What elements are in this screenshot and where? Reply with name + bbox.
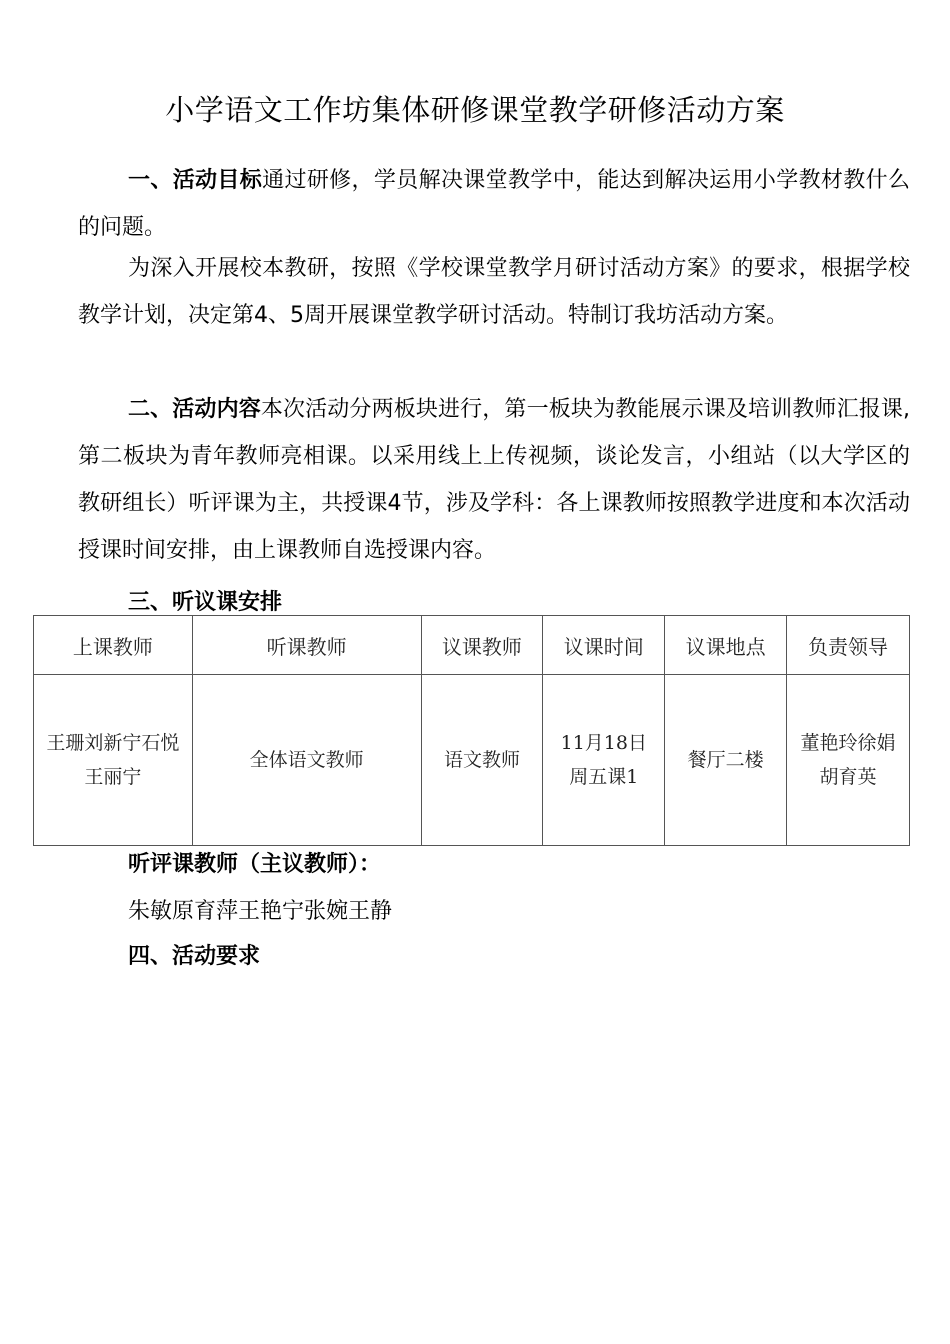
- cell-location: 餐厅二楼: [665, 675, 787, 846]
- document-title: 小学语文工作坊集体研修课堂教学研修活动方案: [165, 93, 785, 127]
- time-line-2: 周五课1: [569, 766, 639, 788]
- section-2-text: 本次活动分两板块进行，第一板块为教能展示课及培训教师汇报课,第二板块为青年教师亮相课。以采用线上上传视频，谈论发言，小组站（以大学区的教研组长）听评课为主，共授课4节，涉及学科：各上课教师按照教学进度和本次活动授课时间安排，由上课教师自选授课内容。: [78, 397, 910, 563]
- header-cell: 议课地点: [665, 616, 787, 675]
- header-cell: 听课教师: [192, 616, 421, 675]
- paragraph-2: 为深入开展校本教研，按照《学校课堂教学月研讨活动方案》的要求，根据学校教学计划，决定第4、5周开展课堂教学研讨活动。特制订我坊活动方案。: [78, 256, 910, 328]
- section-1-paragraph: [78, 157, 910, 251]
- table-header-row: [34, 616, 910, 675]
- section-4-heading: 四、活动要求: [128, 944, 261, 969]
- header-cell: 上课教师: [34, 616, 193, 675]
- leaders-line-2: 胡育英: [819, 766, 877, 788]
- cell-teachers: [34, 675, 193, 846]
- cell-leaders: [787, 675, 910, 846]
- reviewers-names: 朱敏原育萍王艳宁张婉王静: [128, 899, 393, 924]
- cell-time: [543, 675, 665, 846]
- time-line-1: 11月18日: [560, 732, 647, 754]
- header-cell: 负责领导: [787, 616, 910, 675]
- section-1-text: 通过研修，学员解决课堂教学中，能达到解决运用小学教材教什么的问题。: [78, 168, 910, 240]
- teachers-line-2: 王丽宁: [84, 766, 142, 788]
- cell-listeners: 全体语文教师: [192, 675, 421, 846]
- section-1-heading: 一、活动目标: [128, 168, 263, 193]
- header-cell: 议课时间: [543, 616, 665, 675]
- cell-discussants: 语文教师: [421, 675, 543, 846]
- reviewers-label: 听评课教师（主议教师）：: [128, 852, 382, 877]
- teachers-line-1: 王珊刘新宁石悦: [46, 732, 180, 754]
- section-2-paragraph: [78, 386, 910, 574]
- header-cell: 议课教师: [421, 616, 543, 675]
- schedule-table: [33, 615, 910, 846]
- table-row: [34, 675, 910, 846]
- section-2-heading: 二、活动内容: [128, 397, 261, 422]
- leaders-line-1: 董艳玲徐娟: [800, 732, 896, 754]
- section-3-heading: 三、听议课安排: [128, 590, 283, 615]
